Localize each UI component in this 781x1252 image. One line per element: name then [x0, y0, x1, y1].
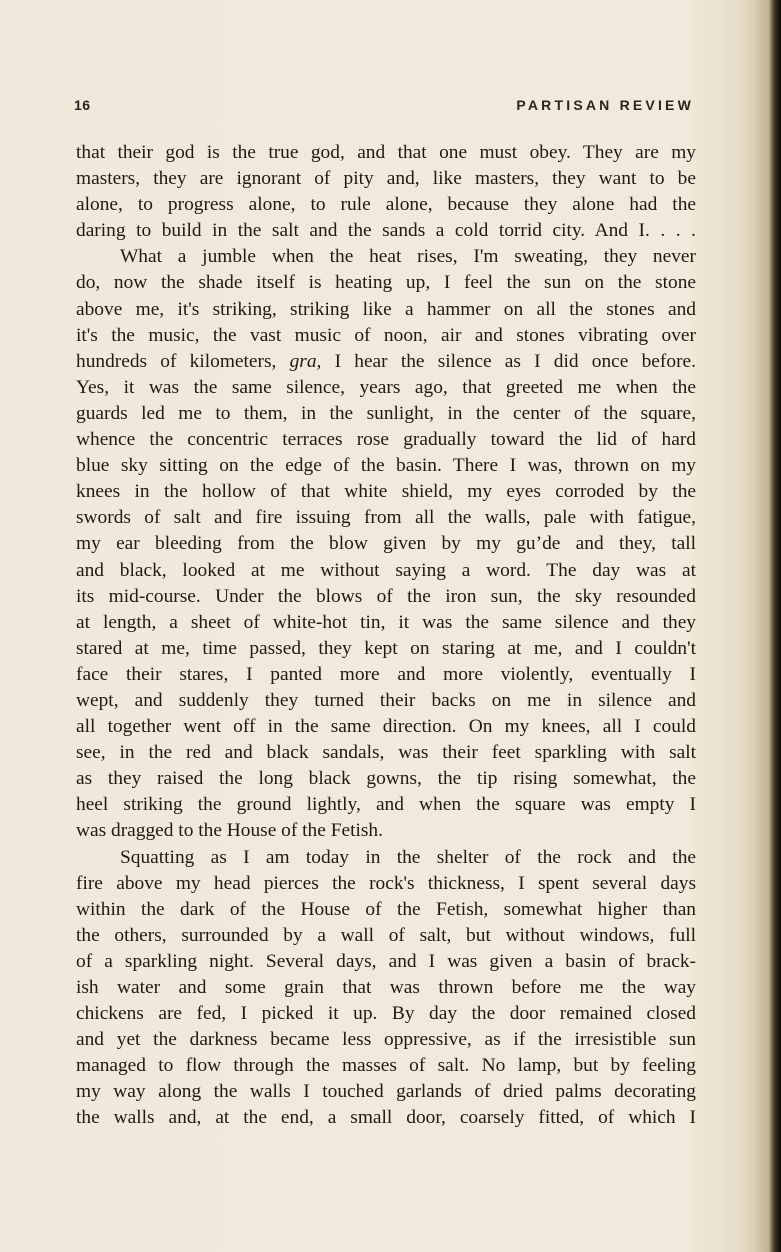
- text-line: all together went off in the same direction. On my knees, all I could: [76, 716, 696, 738]
- text-line: fire above my head pierces the rock's thickness, I spent several days: [76, 872, 696, 894]
- text-line: What a jumble when the heat rises, I'm sweating, they never: [120, 246, 696, 268]
- paragraph: [76, 140, 696, 244]
- text-line: the others, surrounded by a wall of salt, but without windows, full: [76, 924, 696, 946]
- text-line: masters, they are ignorant of pity and, like masters, they want to be: [76, 168, 696, 190]
- text-line: as they raised the long black gowns, the tip rising somewhat, the: [76, 768, 696, 790]
- page-number: 16: [74, 97, 91, 113]
- text-line: chickens are fed, I picked it up. By day the door remained closed: [76, 1003, 696, 1025]
- text-line: heel striking the ground lightly, and when the square was empty I: [76, 794, 696, 816]
- text-line: within the dark of the House of the Fetish, somewhat higher than: [76, 898, 696, 920]
- running-head: PARTISAN REVIEW: [516, 97, 694, 113]
- text-segment: hundreds of kilometers,: [76, 350, 277, 372]
- text-line: do, now the shade itself is heating up, I feel the sun on the stone: [76, 272, 696, 294]
- text-line: that their god is the true god, and that one must obey. They are my: [76, 142, 696, 163]
- text-line: at length, a sheet of white-hot tin, it was the same silence and they: [76, 611, 696, 633]
- page-header: [74, 97, 694, 117]
- text-line: knees in the hollow of that white shield, my eyes corroded by the: [76, 481, 696, 503]
- paragraph: [76, 244, 696, 844]
- text-line: stared at me, time passed, they kept on staring at me, and I couldn't: [76, 637, 696, 659]
- text-line: was dragged to the House of the Fetish.: [76, 820, 383, 842]
- page-edge-shadow: [753, 0, 781, 1252]
- text-line: of a sparkling night. Several days, and I was given a basin of brack-: [76, 950, 696, 972]
- body-text: [76, 140, 696, 1132]
- text-line: face their stares, I panted more and more violently, eventually I: [76, 663, 696, 685]
- text-line: it's the music, the vast music of noon, air and stones vibrating over: [76, 324, 696, 346]
- text-line: alone, to progress alone, to rule alone, because they alone had the: [76, 194, 696, 216]
- text-line: see, in the red and black sandals, was their feet sparkling with salt: [76, 742, 696, 764]
- text-line: and black, looked at me without saying a word. The day was at: [76, 559, 696, 581]
- text-line: managed to flow through the masses of salt. No lamp, but by feeling: [76, 1055, 696, 1077]
- text-line: my ear bleeding from the blow given by my gu’de and they, tall: [76, 533, 696, 555]
- text-segment: I hear the silence as I did once before.: [334, 350, 696, 372]
- text-line: [76, 349, 696, 375]
- text-line: its mid-course. Under the blows of the iron sun, the sky resounded: [76, 585, 696, 607]
- text-line: my way along the walls I touched garlands of dried palms decorating: [76, 1081, 696, 1103]
- text-line: whence the concentric terraces rose gradually toward the lid of hard: [76, 429, 696, 451]
- text-line: Yes, it was the same silence, years ago, that greeted me when the: [76, 376, 696, 398]
- text-line: swords of salt and fire issuing from all the walls, pale with fatigue,: [76, 507, 696, 529]
- text-line: ish water and some grain that was thrown before me the way: [76, 977, 696, 998]
- text-line: above me, it's striking, striking like a hammer on all the stones and: [76, 298, 696, 320]
- text-line: wept, and suddenly they turned their backs on me in silence and: [76, 689, 696, 711]
- italic-word: gra,: [289, 350, 322, 372]
- text-line: and yet the darkness became less oppressive, as if the irresistible sun: [76, 1029, 696, 1051]
- text-line: guards led me to them, in the sunlight, in the center of the square,: [76, 402, 696, 424]
- text-line: Squatting as I am today in the shelter of the rock and the: [120, 846, 696, 868]
- text-line: blue sky sitting on the edge of the basin. There I was, thrown on my: [76, 455, 696, 477]
- text-line: daring to build in the salt and the sands a cold torrid city. And I. . . .: [76, 220, 696, 242]
- text-line: the walls and, at the end, a small door, coarsely fitted, of which I: [76, 1107, 696, 1129]
- paragraph: [76, 845, 696, 1132]
